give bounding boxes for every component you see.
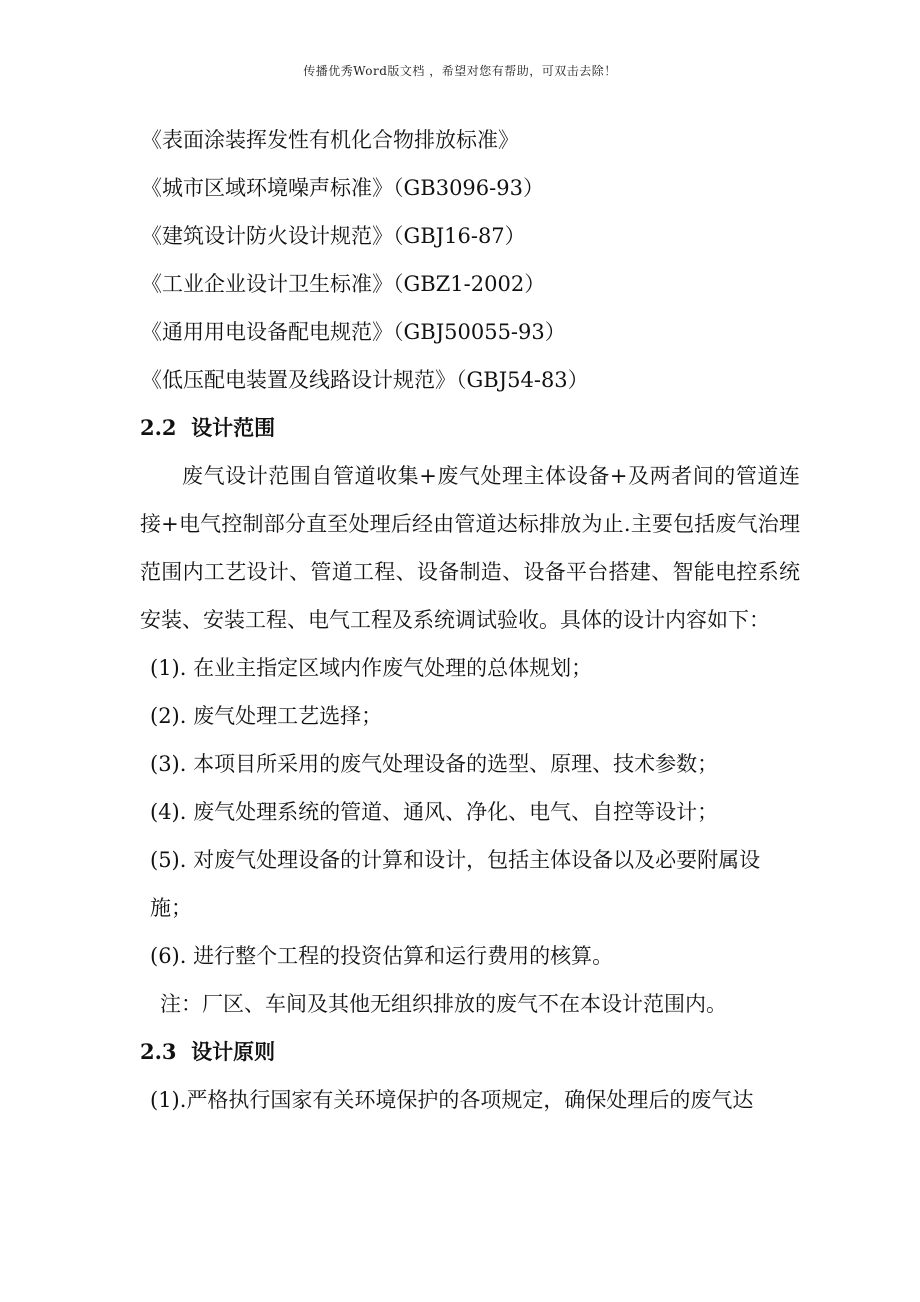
standards-list xyxy=(140,116,800,404)
scope-item: (4). 废气处理系统的管道、通风、净化、电气、自控等设计； xyxy=(150,800,719,824)
section-2-2-paragraph: 废气设计范围自管道收集+废气处理主体设备+及两者间的管道连接+电气控制部分直至处理后经由管道达标排放为止.主要包括废气治理范围内工艺设计、管道工程、设备制造、设备平台搭建、智能电控系统安装、安装工程、电气工程及系统调试验收。具体的设计内容如下： xyxy=(140,464,800,632)
standard-item: 《通用用电设备配电规范》（GBJ50055-93） xyxy=(141,320,566,344)
scope-item: (2). 废气处理工艺选择； xyxy=(150,704,383,728)
standard-item: 《城市区域环境噪声标准》（GB3096-93） xyxy=(141,176,544,200)
document-body xyxy=(140,116,800,1124)
scope-note: 注：厂区、车间及其他无组织排放的废气不在本设计范围内。 xyxy=(160,992,727,1016)
standard-item: 《低压配电装置及线路设计规范》（GBJ54-83） xyxy=(141,368,589,392)
scope-item: (3). 本项目所采用的废气处理设备的选型、原理、技术参数； xyxy=(150,752,719,776)
scope-item: (6). 进行整个工程的投资估算和运行费用的核算。 xyxy=(150,944,614,968)
principle-item: (1).严格执行国家有关环境保护的各项规定，确保处理后的废气达 xyxy=(150,1088,754,1112)
scope-list xyxy=(140,644,800,980)
standard-item: 《表面涂装挥发性有机化合物排放标准》 xyxy=(141,128,519,152)
watermark-header: 传播优秀Word版文档 ，希望对您有帮助，可双击去除！ xyxy=(303,64,617,78)
standard-item: 《工业企业设计卫生标准》（GBZ1-2002） xyxy=(141,272,546,296)
scope-item: (5). 对废气处理设备的计算和设计，包括主体设备以及必要附属设施； xyxy=(150,848,761,920)
scope-item: (1). 在业主指定区域内作废气处理的总体规划； xyxy=(150,656,593,680)
section-2-3-heading: 2.3 设计原则 xyxy=(140,1039,276,1064)
section-2-2-heading: 2.2 设计范围 xyxy=(140,415,276,440)
standard-item: 《建筑设计防火设计规范》（GBJ16-87） xyxy=(141,224,526,248)
